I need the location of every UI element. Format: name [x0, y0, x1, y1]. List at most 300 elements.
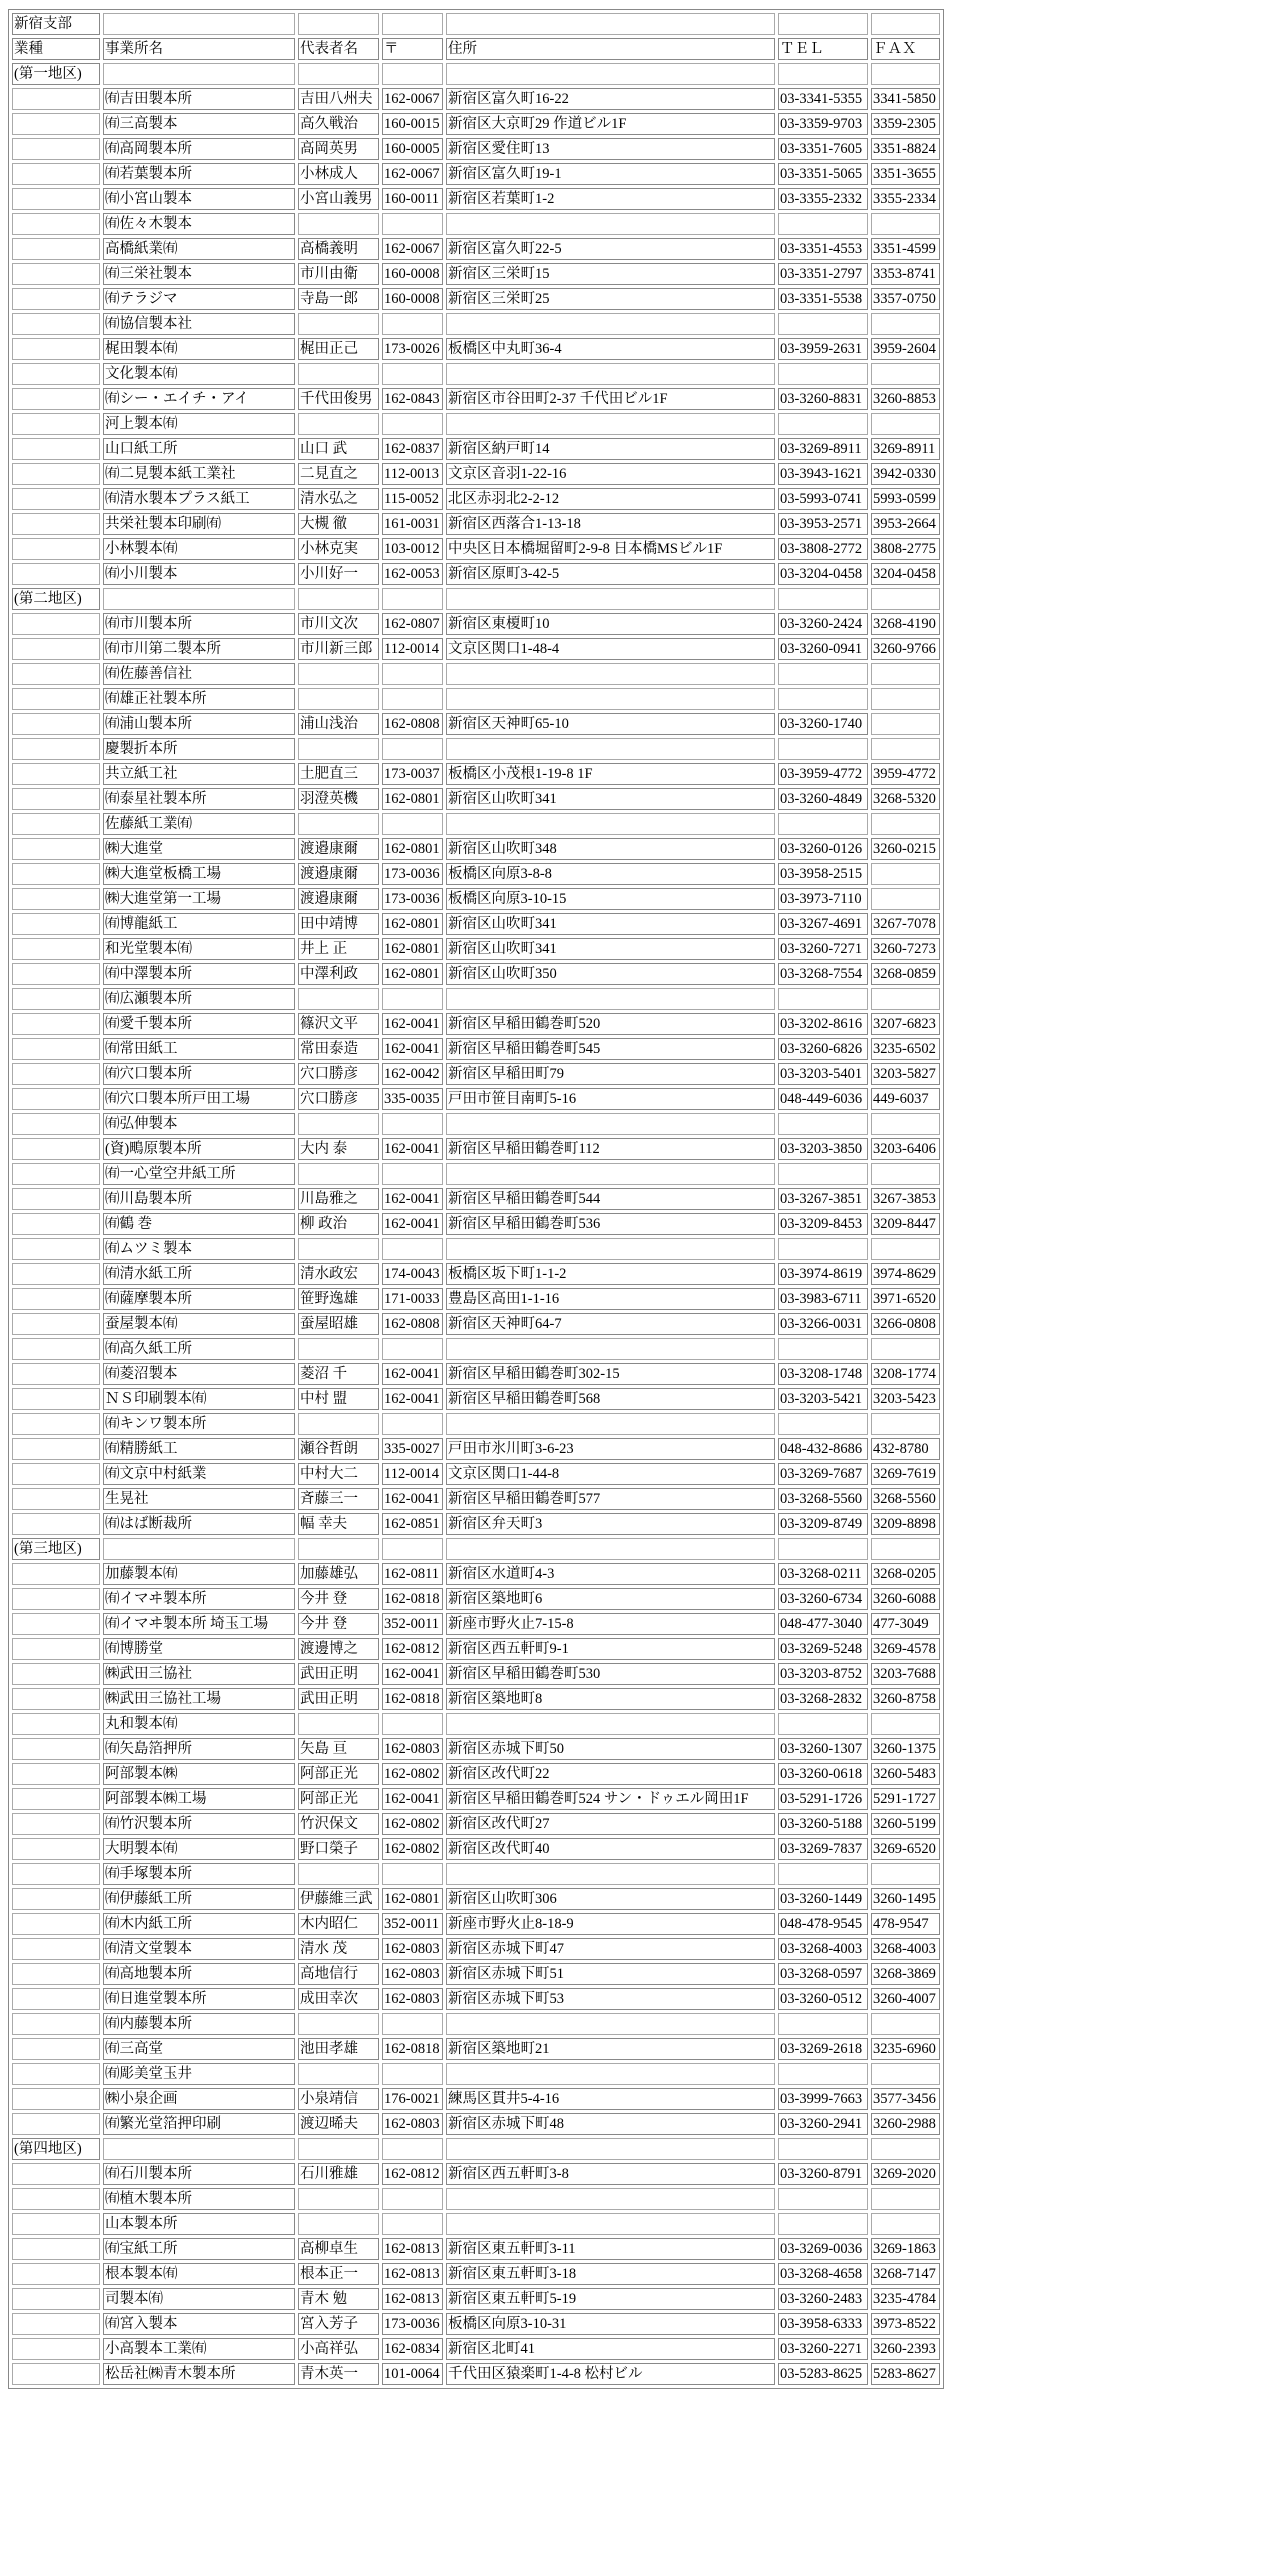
- empty-cell: [871, 1538, 940, 1560]
- cell-tel: 03-3959-4772: [778, 763, 868, 785]
- cell-fax: 3971-6520: [871, 1288, 940, 1310]
- table-row: [12, 2088, 940, 2110]
- cell-address: 新宿区山吹町306: [446, 1888, 775, 1910]
- cell-address: 新宿区赤城下町50: [446, 1738, 775, 1760]
- empty-cell: [12, 1138, 100, 1160]
- cell-address: 新宿区天神町64-7: [446, 1313, 775, 1335]
- cell-postal-code: 162-0801: [382, 838, 443, 860]
- empty-cell: [298, 813, 379, 835]
- empty-cell: [12, 313, 100, 335]
- empty-cell: [382, 13, 443, 35]
- empty-cell: [871, 738, 940, 760]
- cell-address: 新宿区愛住町13: [446, 138, 775, 160]
- empty-cell: [12, 113, 100, 135]
- empty-cell: [778, 738, 868, 760]
- cell-postal-code: 162-0801: [382, 788, 443, 810]
- cell-representative: 穴口勝彦: [298, 1088, 379, 1110]
- cell-address: 新宿区大京町29 作道ビル1F: [446, 113, 775, 135]
- cell-business-name: ㈱大進堂第一工場: [103, 888, 295, 910]
- cell-address: 新宿区山吹町350: [446, 963, 775, 985]
- cell-business-name: ㈲穴口製本所: [103, 1063, 295, 1085]
- cell-postal-code: 162-0803: [382, 1988, 443, 2010]
- header-representative: 代表者名: [298, 38, 379, 60]
- cell-tel: 03-3268-2832: [778, 1688, 868, 1710]
- empty-cell: [778, 688, 868, 710]
- cell-representative: 今井 登: [298, 1613, 379, 1635]
- cell-address: 新宿区早稲田鶴巻町577: [446, 1488, 775, 1510]
- cell-fax: 3268-0859: [871, 963, 940, 985]
- cell-address: 新宿区原町3-42-5: [446, 563, 775, 585]
- empty-cell: [778, 2188, 868, 2210]
- cell-address: 板橋区中丸町36-4: [446, 338, 775, 360]
- table-row: [12, 413, 940, 435]
- table-row: [12, 1338, 940, 1360]
- cell-representative: 笹野逸雄: [298, 1288, 379, 1310]
- cell-business-name: ㈲博勝堂: [103, 1638, 295, 1660]
- table-row: [12, 663, 940, 685]
- empty-cell: [778, 663, 868, 685]
- empty-cell: [12, 263, 100, 285]
- cell-representative: 山口 武: [298, 438, 379, 460]
- cell-tel: 03-3203-5401: [778, 1063, 868, 1085]
- empty-cell: [446, 2013, 775, 2035]
- cell-address: 新宿区早稲田鶴巻町530: [446, 1663, 775, 1685]
- cell-address: 新宿区早稲田鶴巻町544: [446, 1188, 775, 1210]
- section-label: (第三地区): [12, 1538, 100, 1560]
- cell-fax: 3268-0205: [871, 1563, 940, 1585]
- cell-tel: 03-3260-8791: [778, 2163, 868, 2185]
- cell-business-name: ㈲木内紙工所: [103, 1913, 295, 1935]
- cell-business-name: ㈲精勝紙工: [103, 1438, 295, 1460]
- cell-representative: 青木 勉: [298, 2288, 379, 2310]
- table-row: [12, 2213, 940, 2235]
- cell-fax: 3268-4003: [871, 1938, 940, 1960]
- cell-postal-code: 162-0041: [382, 1138, 443, 1160]
- cell-fax: 3203-6406: [871, 1138, 940, 1160]
- header-postal-code: 〒: [382, 38, 443, 60]
- empty-cell: [446, 413, 775, 435]
- cell-postal-code: 112-0014: [382, 1463, 443, 1485]
- empty-cell: [382, 2063, 443, 2085]
- table-row: [12, 638, 940, 660]
- cell-representative: 阿部正光: [298, 1788, 379, 1810]
- cell-business-name: 大明製本㈲: [103, 1838, 295, 1860]
- cell-postal-code: 115-0052: [382, 488, 443, 510]
- cell-business-name: 蚕屋製本㈲: [103, 1313, 295, 1335]
- cell-fax: 3260-4007: [871, 1988, 940, 2010]
- empty-cell: [12, 488, 100, 510]
- empty-cell: [382, 1238, 443, 1260]
- cell-tel: 03-3351-4553: [778, 238, 868, 260]
- table-row: [12, 313, 940, 335]
- cell-fax: 3203-7688: [871, 1663, 940, 1685]
- empty-cell: [298, 413, 379, 435]
- table-row: [12, 438, 940, 460]
- cell-postal-code: 162-0813: [382, 2288, 443, 2310]
- empty-cell: [446, 63, 775, 85]
- cell-business-name: ㈱大進堂板橋工場: [103, 863, 295, 885]
- cell-tel: 03-3260-0941: [778, 638, 868, 660]
- cell-business-name: ㈲清文堂製本: [103, 1938, 295, 1960]
- empty-cell: [12, 538, 100, 560]
- table-row: [12, 1613, 940, 1635]
- cell-tel: 03-3260-6734: [778, 1588, 868, 1610]
- cell-representative: 浦山浅治: [298, 713, 379, 735]
- cell-representative: 大槻 徹: [298, 513, 379, 535]
- cell-business-name: ㈲三高堂: [103, 2038, 295, 2060]
- cell-business-name: ㈲菱沼製本: [103, 1363, 295, 1385]
- table-row: [12, 1463, 940, 1485]
- empty-cell: [446, 813, 775, 835]
- empty-cell: [446, 2188, 775, 2210]
- cell-tel: 03-3203-5421: [778, 1388, 868, 1410]
- cell-representative: 中村大二: [298, 1463, 379, 1485]
- cell-tel: 048-449-6036: [778, 1088, 868, 1110]
- cell-business-name: ㈲市川製本所: [103, 613, 295, 635]
- cell-business-name: ㈲穴口製本所戸田工場: [103, 1088, 295, 1110]
- empty-cell: [446, 988, 775, 1010]
- empty-cell: [12, 1463, 100, 1485]
- cell-postal-code: 162-0807: [382, 613, 443, 635]
- cell-postal-code: 162-0041: [382, 1363, 443, 1385]
- cell-address: 新宿区築地町8: [446, 1688, 775, 1710]
- empty-cell: [12, 913, 100, 935]
- empty-cell: [382, 688, 443, 710]
- cell-address: 新宿区山吹町341: [446, 913, 775, 935]
- table-row: [12, 988, 940, 1010]
- empty-cell: [778, 2138, 868, 2160]
- cell-fax: 3260-8758: [871, 1688, 940, 1710]
- cell-representative: 田中靖博: [298, 913, 379, 935]
- cell-fax: 3203-5423: [871, 1388, 940, 1410]
- empty-cell: [298, 1538, 379, 1560]
- cell-address: 新宿区天神町65-10: [446, 713, 775, 735]
- empty-cell: [382, 1163, 443, 1185]
- empty-cell: [12, 863, 100, 885]
- table-row: [12, 1213, 940, 1235]
- empty-cell: [446, 688, 775, 710]
- empty-cell: [446, 13, 775, 35]
- empty-cell: [382, 663, 443, 685]
- table-row: [12, 1238, 940, 1260]
- empty-cell: [298, 1413, 379, 1435]
- empty-cell: [103, 1538, 295, 1560]
- table-row: [12, 2313, 940, 2335]
- cell-address: 戸田市氷川町3-6-23: [446, 1438, 775, 1460]
- cell-business-name: ㈲佐藤善信社: [103, 663, 295, 685]
- cell-postal-code: 162-0041: [382, 1213, 443, 1235]
- table-row: [12, 2238, 940, 2260]
- cell-fax: 3208-1774: [871, 1363, 940, 1385]
- empty-cell: [382, 1863, 443, 1885]
- cell-address: 新宿区赤城下町51: [446, 1963, 775, 1985]
- empty-cell: [871, 2138, 940, 2160]
- cell-address: 新宿区西落合1-13-18: [446, 513, 775, 535]
- cell-business-name: ㈲弘伸製本: [103, 1113, 295, 1135]
- empty-cell: [382, 63, 443, 85]
- table-row: [12, 963, 940, 985]
- empty-cell: [12, 1388, 100, 1410]
- table-row: [12, 238, 940, 260]
- cell-address: 新宿区富久町16-22: [446, 88, 775, 110]
- cell-business-name: ㈱小泉企画: [103, 2088, 295, 2110]
- empty-cell: [871, 1163, 940, 1185]
- cell-fax: 5283-8627: [871, 2363, 940, 2385]
- empty-cell: [12, 1613, 100, 1635]
- cell-business-name: 松岳社㈱青木製本所: [103, 2363, 295, 2385]
- empty-cell: [12, 1038, 100, 1060]
- cell-tel: 03-3269-5248: [778, 1638, 868, 1660]
- cell-address: 新宿区山吹町341: [446, 938, 775, 960]
- cell-postal-code: 352-0011: [382, 1913, 443, 1935]
- cell-postal-code: 162-0812: [382, 2163, 443, 2185]
- table-row: [12, 1263, 940, 1285]
- cell-postal-code: 161-0031: [382, 513, 443, 535]
- cell-fax: 3203-5827: [871, 1063, 940, 1085]
- empty-cell: [871, 413, 940, 435]
- cell-business-name: (資)鴫原製本所: [103, 1138, 295, 1160]
- cell-postal-code: 335-0035: [382, 1088, 443, 1110]
- cell-address: 新座市野火止8-18-9: [446, 1913, 775, 1935]
- cell-address: 新宿区早稲田鶴巻町302-15: [446, 1363, 775, 1385]
- table-row: [12, 1963, 940, 1985]
- section-row: [12, 2138, 940, 2160]
- cell-representative: 大内 泰: [298, 1138, 379, 1160]
- cell-representative: 篠沢文平: [298, 1013, 379, 1035]
- empty-cell: [382, 2138, 443, 2160]
- table-row: [12, 213, 940, 235]
- table-row: [12, 338, 940, 360]
- cell-representative: 清水 茂: [298, 1938, 379, 1960]
- empty-cell: [298, 2138, 379, 2160]
- cell-address: 板橋区向原3-10-15: [446, 888, 775, 910]
- table-row: [12, 1738, 940, 1760]
- cell-business-name: ㈲協信製本社: [103, 313, 295, 335]
- empty-cell: [382, 1713, 443, 1735]
- empty-cell: [778, 63, 868, 85]
- empty-cell: [12, 1438, 100, 1460]
- empty-cell: [871, 2213, 940, 2235]
- table-row: [12, 138, 940, 160]
- cell-tel: 03-3973-7110: [778, 888, 868, 910]
- cell-business-name: 文化製本㈲: [103, 363, 295, 385]
- cell-business-name: ㈲イマヰ製本所 埼玉工場: [103, 1613, 295, 1635]
- cell-address: 新宿区山吹町348: [446, 838, 775, 860]
- cell-fax: 3235-4784: [871, 2288, 940, 2310]
- empty-cell: [12, 938, 100, 960]
- cell-representative: 常田泰造: [298, 1038, 379, 1060]
- cell-address: 板橋区向原3-8-8: [446, 863, 775, 885]
- cell-fax: 3204-0458: [871, 563, 940, 585]
- empty-cell: [298, 13, 379, 35]
- empty-cell: [382, 363, 443, 385]
- empty-cell: [12, 663, 100, 685]
- cell-address: 練馬区貫井5-4-16: [446, 2088, 775, 2110]
- cell-fax: 3207-6823: [871, 1013, 940, 1035]
- table-row: [12, 1188, 940, 1210]
- cell-business-name: ㈲イマヰ製本所: [103, 1588, 295, 1610]
- empty-cell: [871, 1238, 940, 1260]
- table-row: [12, 1363, 940, 1385]
- cell-address: 新宿区改代町27: [446, 1813, 775, 1835]
- table-row: [12, 1988, 940, 2010]
- empty-cell: [12, 1838, 100, 1860]
- cell-business-name: ㈲竹沢製本所: [103, 1813, 295, 1835]
- table-row: [12, 888, 940, 910]
- cell-postal-code: 162-0042: [382, 1063, 443, 1085]
- header-business-name: 事業所名: [103, 38, 295, 60]
- table-row: [12, 2288, 940, 2310]
- cell-address: 新宿区早稲田鶴巻町524 サン・ドゥエル岡田1F: [446, 1788, 775, 1810]
- empty-cell: [12, 738, 100, 760]
- cell-postal-code: 162-0041: [382, 1788, 443, 1810]
- cell-fax: 3209-8447: [871, 1213, 940, 1235]
- cell-representative: 小泉靖信: [298, 2088, 379, 2110]
- cell-representative: 伊藤維三武: [298, 1888, 379, 1910]
- cell-tel: 03-3269-7837: [778, 1838, 868, 1860]
- cell-fax: 3359-2305: [871, 113, 940, 135]
- cell-address: 板橋区向原3-10-31: [446, 2313, 775, 2335]
- empty-cell: [871, 663, 940, 685]
- cell-tel: 03-5291-1726: [778, 1788, 868, 1810]
- empty-cell: [12, 813, 100, 835]
- cell-representative: 市川文次: [298, 613, 379, 635]
- cell-representative: 根本正一: [298, 2263, 379, 2285]
- empty-cell: [12, 1188, 100, 1210]
- empty-cell: [12, 1088, 100, 1110]
- empty-cell: [778, 813, 868, 835]
- cell-tel: 03-3260-4849: [778, 788, 868, 810]
- cell-representative: 加藤雄弘: [298, 1563, 379, 1585]
- cell-address: 新座市野火止7-15-8: [446, 1613, 775, 1635]
- cell-fax: 3942-0330: [871, 463, 940, 485]
- cell-representative: 阿部正光: [298, 1763, 379, 1785]
- cell-business-name: ㈲吉田製本所: [103, 88, 295, 110]
- cell-postal-code: 162-0803: [382, 1738, 443, 1760]
- cell-representative: 成田幸次: [298, 1988, 379, 2010]
- empty-cell: [12, 1713, 100, 1735]
- table-row: [12, 1663, 940, 1685]
- cell-fax: 3808-2775: [871, 538, 940, 560]
- cell-business-name: 山本製本所: [103, 2213, 295, 2235]
- cell-representative: 小林成人: [298, 163, 379, 185]
- cell-tel: 03-3260-2271: [778, 2338, 868, 2360]
- cell-fax: 3973-8522: [871, 2313, 940, 2335]
- table-row: [12, 813, 940, 835]
- cell-fax: 3235-6960: [871, 2038, 940, 2060]
- cell-postal-code: 162-0808: [382, 1313, 443, 1335]
- cell-representative: 小川好一: [298, 563, 379, 585]
- table-row: [12, 1563, 940, 1585]
- cell-tel: 03-3958-6333: [778, 2313, 868, 2335]
- cell-address: 新宿区市谷田町2-37 千代田ビル1F: [446, 388, 775, 410]
- cell-fax: 3351-4599: [871, 238, 940, 260]
- cell-postal-code: 162-0803: [382, 2113, 443, 2135]
- cell-fax: 3269-8911: [871, 438, 940, 460]
- cell-business-name: ㈲シー・エイチ・アイ: [103, 388, 295, 410]
- cell-postal-code: 171-0033: [382, 1288, 443, 1310]
- section-row: [12, 588, 940, 610]
- cell-business-name: 慶製折本所: [103, 738, 295, 760]
- cell-representative: 渡邉康爾: [298, 838, 379, 860]
- cell-fax: 3267-7078: [871, 913, 940, 935]
- empty-cell: [382, 413, 443, 435]
- empty-cell: [12, 288, 100, 310]
- cell-fax: 3268-5560: [871, 1488, 940, 1510]
- cell-address: 新宿区西五軒町9-1: [446, 1638, 775, 1660]
- empty-cell: [103, 2138, 295, 2160]
- empty-cell: [298, 1238, 379, 1260]
- table-row: [12, 363, 940, 385]
- cell-fax: 3260-8853: [871, 388, 940, 410]
- cell-address: 新宿区水道町4-3: [446, 1563, 775, 1585]
- cell-tel: 03-3355-2332: [778, 188, 868, 210]
- cell-tel: 03-3260-5188: [778, 1813, 868, 1835]
- cell-business-name: ＮＳ印刷製本㈲: [103, 1388, 295, 1410]
- empty-cell: [12, 2363, 100, 2385]
- table-row: [12, 913, 940, 935]
- cell-address: 板橋区小茂根1-19-8 1F: [446, 763, 775, 785]
- empty-cell: [12, 1638, 100, 1660]
- cell-address: 新宿区早稲田町79: [446, 1063, 775, 1085]
- cell-tel: 03-3260-2483: [778, 2288, 868, 2310]
- cell-business-name: ㈲一心堂空井紙工所: [103, 1163, 295, 1185]
- cell-postal-code: 162-0811: [382, 1563, 443, 1585]
- cell-tel: 03-3268-5560: [778, 1488, 868, 1510]
- empty-cell: [12, 1313, 100, 1335]
- empty-cell: [298, 2213, 379, 2235]
- empty-cell: [298, 1713, 379, 1735]
- empty-cell: [446, 588, 775, 610]
- empty-cell: [446, 1413, 775, 1435]
- cell-representative: 市川由衛: [298, 263, 379, 285]
- table-row: [12, 1588, 940, 1610]
- cell-address: 新宿区東五軒町5-19: [446, 2288, 775, 2310]
- cell-postal-code: 162-0041: [382, 1388, 443, 1410]
- cell-fax: 432-8780: [871, 1438, 940, 1460]
- table-row: [12, 1938, 940, 1960]
- cell-business-name: ㈲常田紙工: [103, 1038, 295, 1060]
- cell-fax: 3235-6502: [871, 1038, 940, 1060]
- empty-cell: [298, 63, 379, 85]
- header-row: [12, 38, 940, 60]
- empty-cell: [12, 338, 100, 360]
- cell-tel: 03-3260-6826: [778, 1038, 868, 1060]
- table-row: [12, 938, 940, 960]
- cell-postal-code: 162-0041: [382, 1663, 443, 1685]
- empty-cell: [12, 2063, 100, 2085]
- cell-address: 文京区関口1-48-4: [446, 638, 775, 660]
- cell-fax: 3260-2988: [871, 2113, 940, 2135]
- cell-representative: 土肥直三: [298, 763, 379, 785]
- cell-postal-code: 162-0067: [382, 238, 443, 260]
- empty-cell: [778, 1713, 868, 1735]
- table-row: [12, 263, 940, 285]
- empty-cell: [298, 1163, 379, 1185]
- cell-tel: 03-3341-5355: [778, 88, 868, 110]
- cell-fax: 3260-5483: [871, 1763, 940, 1785]
- cell-postal-code: 162-0834: [382, 2338, 443, 2360]
- cell-tel: 03-3959-2631: [778, 338, 868, 360]
- empty-cell: [382, 1113, 443, 1135]
- cell-fax: 3267-3853: [871, 1188, 940, 1210]
- cell-tel: 03-3260-0512: [778, 1988, 868, 2010]
- empty-cell: [778, 1863, 868, 1885]
- cell-fax: 3260-0215: [871, 838, 940, 860]
- table-row: [12, 1388, 940, 1410]
- cell-business-name: 和光堂製本㈲: [103, 938, 295, 960]
- cell-tel: 03-3953-2571: [778, 513, 868, 535]
